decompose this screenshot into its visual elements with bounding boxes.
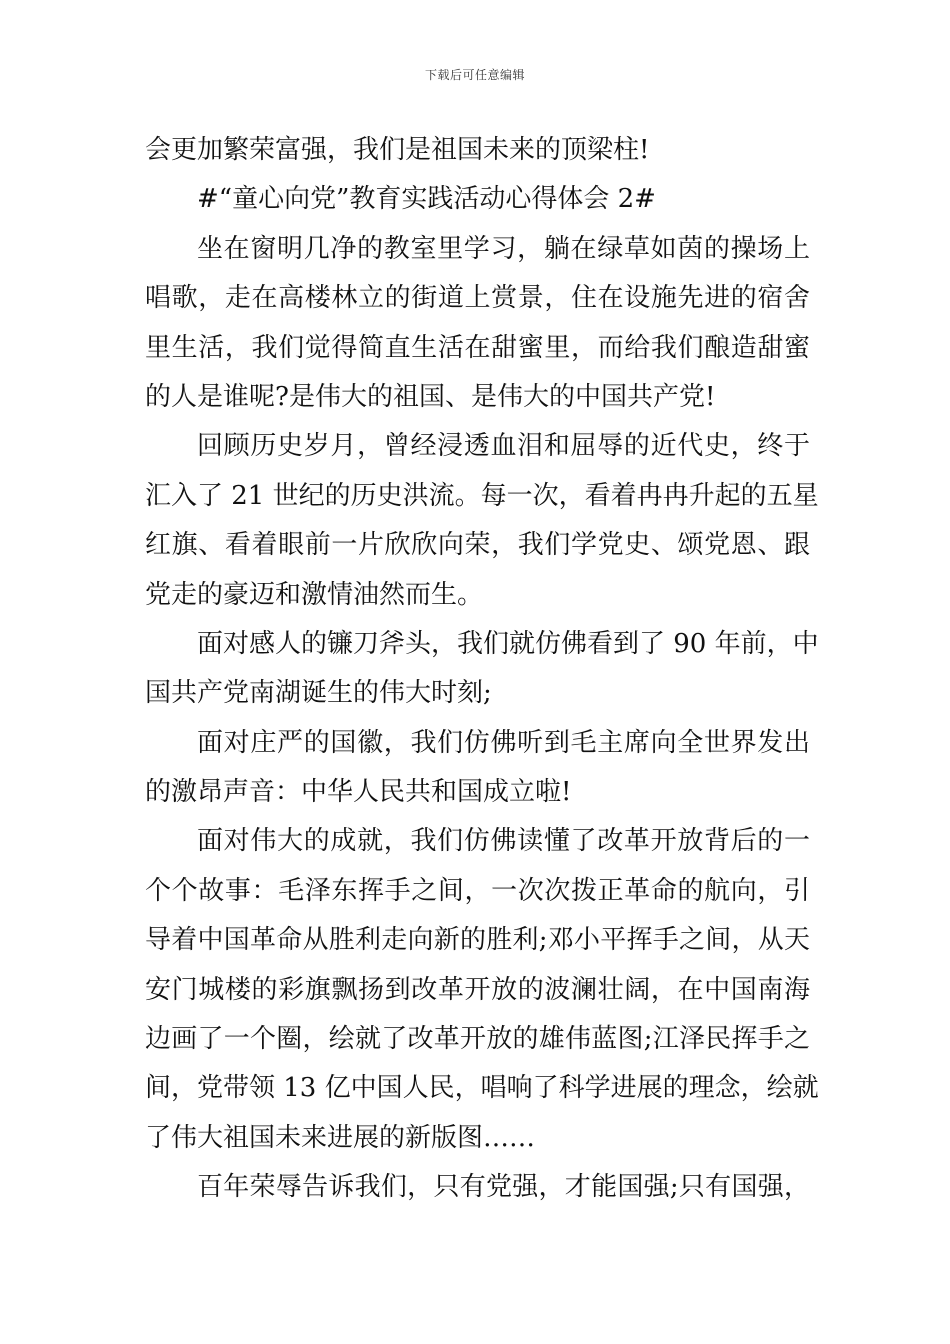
text-line: 个个故事：毛泽东挥手之间，一次次拨正革命的航向，引 <box>145 875 810 906</box>
text-line: 边画了一个圈，绘就了改革开放的雄伟蓝图;江泽民挥手之 <box>145 1024 810 1055</box>
text-line: 面对庄严的国徽，我们仿佛听到毛主席向全世界发出 <box>197 727 810 758</box>
text-line: 了伟大祖国未来进展的新版图…… <box>145 1122 536 1153</box>
text-line: 回顾历史岁月，曾经浸透血泪和屈辱的近代史，终于 <box>197 431 810 462</box>
text-line: 红旗、看着眼前一片欣欣向荣，我们学党史、颂党恩、跟 <box>145 530 810 561</box>
text-line: 的人是谁呢?是伟大的祖国、是伟大的中国共产党! <box>145 381 716 412</box>
text-line: 会更加繁荣富强，我们是祖国未来的顶梁柱! <box>145 135 650 165</box>
section-heading: #“童心向党”教育实践活动心得体会 2# <box>197 184 656 215</box>
text-line: 面对伟大的成就，我们仿佛读懂了改革开放背后的一 <box>197 826 810 857</box>
text-line: 党走的豪迈和激情油然而生。 <box>145 579 484 610</box>
text-line: 汇入了 21 世纪的历史洪流。每一次，看着冉冉升起的五星 <box>145 480 819 511</box>
text-line: 的激昂声音：中华人民共和国成立啦! <box>145 777 572 808</box>
text-line: 安门城楼的彩旗飘扬到改革开放的波澜壮阔，在中国南海 <box>145 974 810 1005</box>
text-line: 里生活，我们觉得简直生活在甜蜜里，而给我们酿造甜蜜 <box>145 332 810 363</box>
text-line: 唱歌，走在高楼林立的街道上赏景，住在设施先进的宿舍 <box>145 283 810 314</box>
page-header: 下载后可任意编辑 <box>424 68 525 82</box>
text-line: 间，党带领 13 亿中国人民，唱响了科学进展的理念，绘就 <box>145 1073 819 1104</box>
text-line: 国共产党南湖诞生的伟大时刻; <box>145 678 492 709</box>
document-body <box>145 130 819 1217</box>
text-line: 导着中国革命从胜利走向新的胜利;邓小平挥手之间，从天 <box>145 925 810 956</box>
text-line: 面对感人的镰刀斧头，我们就仿佛看到了 90 年前，中 <box>197 628 819 659</box>
text-line: 百年荣辱告诉我们，只有党强，才能国强;只有国强， <box>197 1172 810 1203</box>
text-line: 坐在窗明几净的教室里学习，躺在绿草如茵的操场上 <box>197 233 810 264</box>
